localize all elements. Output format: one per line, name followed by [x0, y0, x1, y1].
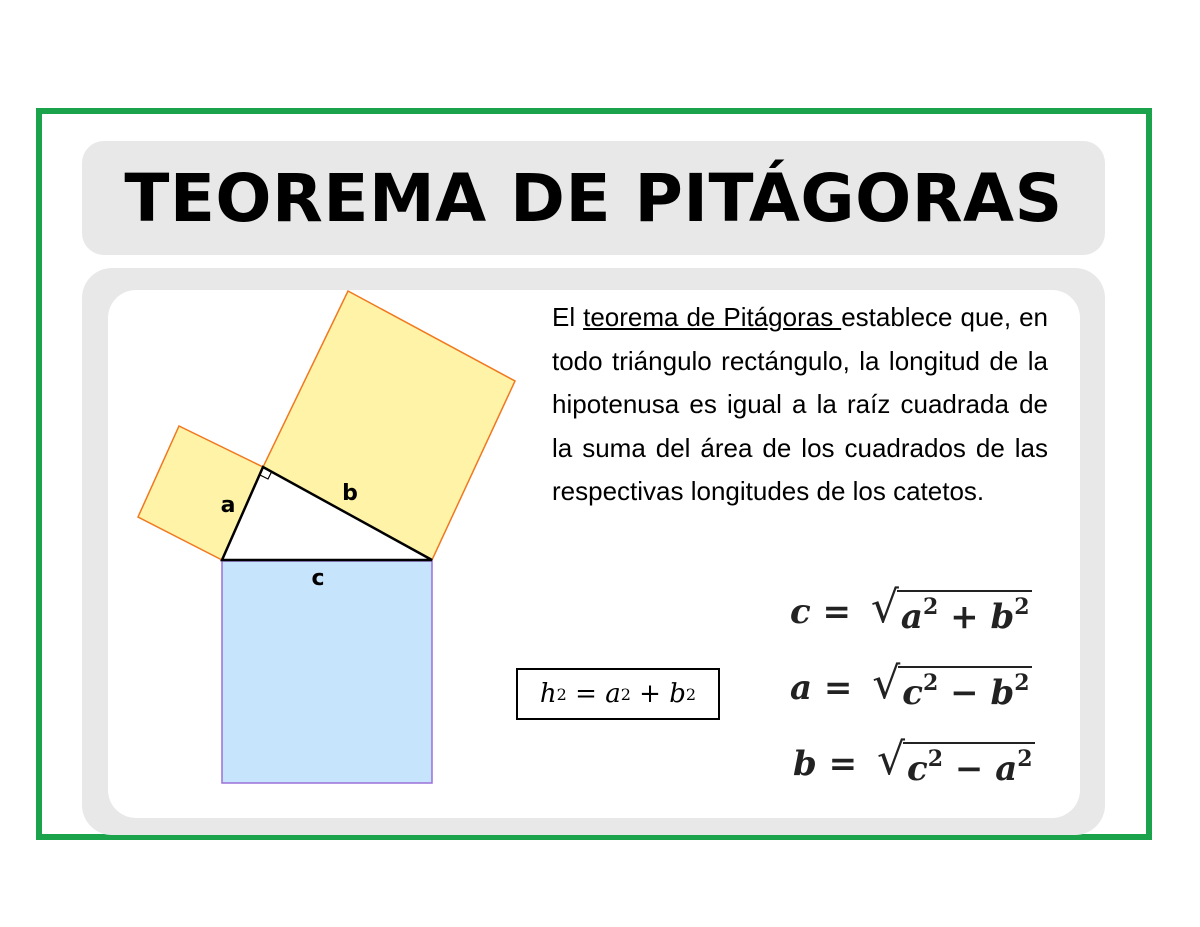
- formula-a-exp-x: 2: [922, 670, 939, 696]
- formula-a-eq: =: [812, 667, 865, 708]
- formula-a-sqrt: [872, 658, 1031, 713]
- formula-a: [790, 658, 1032, 713]
- formula-c-y: b: [990, 597, 1015, 637]
- formula-a-y: b: [990, 673, 1015, 713]
- sqrt-icon: √: [872, 658, 901, 709]
- formula-c-exp-y: 2: [1014, 594, 1030, 620]
- boxed-a: a: [605, 679, 621, 709]
- formula-b-lhs: b: [793, 743, 817, 784]
- sqrt-icon: √: [870, 582, 899, 633]
- formula-c-op: +: [938, 597, 991, 637]
- boxed-h: h: [539, 679, 557, 709]
- formula-c: [790, 582, 1032, 637]
- formula-a-x: c: [902, 673, 923, 713]
- formula-c-exp-x: 2: [922, 594, 939, 620]
- sqrt-icon: √: [876, 734, 905, 785]
- boxed-eq: =: [566, 679, 606, 709]
- label-a: a: [220, 493, 236, 518]
- formula-a-lhs: a: [790, 667, 813, 708]
- formula-b: [793, 734, 1035, 789]
- formula-b-x: c: [907, 749, 928, 789]
- formula-b-eq: =: [816, 743, 869, 784]
- boxed-exp-a: 2: [620, 684, 631, 704]
- formula-a-op: −: [938, 673, 991, 713]
- formula-c-lhs: c: [790, 591, 811, 632]
- desc-underlined-term: teorema de Pitágoras: [583, 302, 842, 332]
- desc-body: establece que, en todo triángulo rectángulo, la longitud de la hipotenusa es igual a la raíz cuadrada de la suma del área de los cuadrados de las respectivas longitudes de los catetos.: [552, 302, 1048, 506]
- formula-c-x: a: [900, 597, 923, 637]
- formula-b-y: a: [995, 749, 1018, 789]
- formula-b-exp-y: 2: [1017, 746, 1033, 772]
- formula-c-sqrt: [870, 582, 1032, 637]
- square-c: [222, 561, 432, 783]
- boxed-plus: +: [630, 679, 670, 709]
- label-c: c: [311, 566, 325, 591]
- formula-b-exp-x: 2: [927, 746, 944, 772]
- theorem-description: [552, 296, 1048, 514]
- label-b: b: [342, 481, 358, 506]
- boxed-b: b: [669, 679, 686, 709]
- boxed-formula: [516, 668, 720, 720]
- formula-b-sqrt: [876, 734, 1035, 789]
- desc-prefix: El: [552, 302, 584, 332]
- page-title: TEOREMA DE PITÁGORAS: [124, 159, 1063, 237]
- boxed-exp-h: 2: [556, 684, 567, 704]
- formula-a-exp-y: 2: [1014, 670, 1030, 696]
- boxed-exp-b: 2: [685, 684, 697, 704]
- formula-c-eq: =: [810, 591, 863, 632]
- formula-b-op: −: [943, 749, 996, 789]
